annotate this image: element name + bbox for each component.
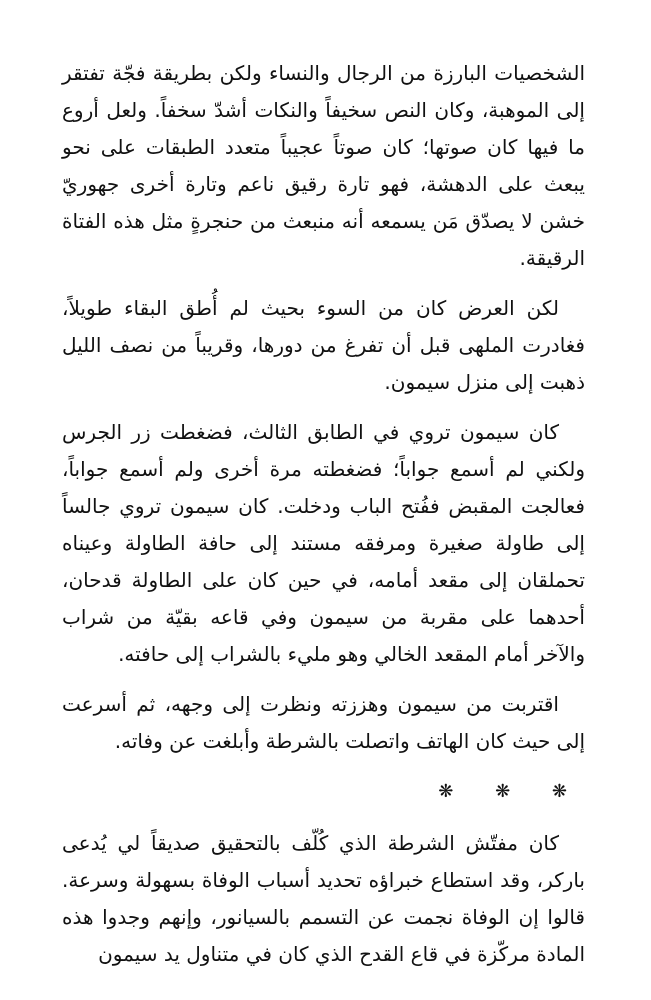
paragraph-performance: الشخصيات البارزة من الرجال والنساء ولكن بطريقة فجّة تفتقر إلى الموهبة، وكان النص سخيفاً والنكات أشدّ سخفاً. ولعل أروع ما فيها كان صوتها؛ كان صوتاً عجيباً متعدد الطبقات على نحو يبعث على الدهشة، فهو تارة رقيق ناعم وتارة أخرى جهوريّ خشن لا يصدّق مَن يسمعه أنه منبعث من حنجرةٍ مثل هذه الفتاة الرقيقة. xyxy=(62,61,585,270)
paragraph-calling-police: اقتربت من سيمون وهززته ونظرت إلى وجهه، ثم أسرعت إلى حيث كان الهاتف واتصلت بالشرطة وأبلغت عن وفاته. xyxy=(62,692,585,753)
section-separator: ❋ ❋ ❋ xyxy=(438,781,585,802)
paragraph-inspector: كان مفتّش الشرطة الذي كُلّف بالتحقيق صديقاً لي يُدعى باركر، وقد استطاع خبراؤه تحديد أسباب الوفاة بسهولة وسرعة. قالوا إن الوفاة نجمت عن التسمم بالسيانور، وإنهم وجدوا هذه المادة مركّزة في قاع القدح الذي كان في متناول يد سيمون xyxy=(62,831,585,966)
book-page xyxy=(62,55,585,986)
paragraph-leaving-club: لكن العرض كان من السوء بحيث لم أُطق البقاء طويلاً، فغادرت الملهى قبل أن تفرغ من دورها، وقريباً من نصف الليل ذهبت إلى منزل سيمون. xyxy=(62,296,585,394)
paragraph-simon-apartment: كان سيمون تروي في الطابق الثالث، فضغطت زر الجرس ولكني لم أسمع جواباً؛ فضغطته مرة أخرى ولم أسمع جواباً، فعالجت المقبض ففُتح الباب ودخلت. كان سيمون تروي جالساً إلى طاولة صغيرة ومرفقه مستند إلى حافة الطاولة وعيناه تحملقان إلى مقعد أمامه، في حين كان على الطاولة قدحان، أحدهما على مقربة من سيمون وفي قاعه بقيّة من شراب والآخر أمام المقعد الخالي وهو مليء بالشراب إلى حافته. xyxy=(62,420,585,666)
